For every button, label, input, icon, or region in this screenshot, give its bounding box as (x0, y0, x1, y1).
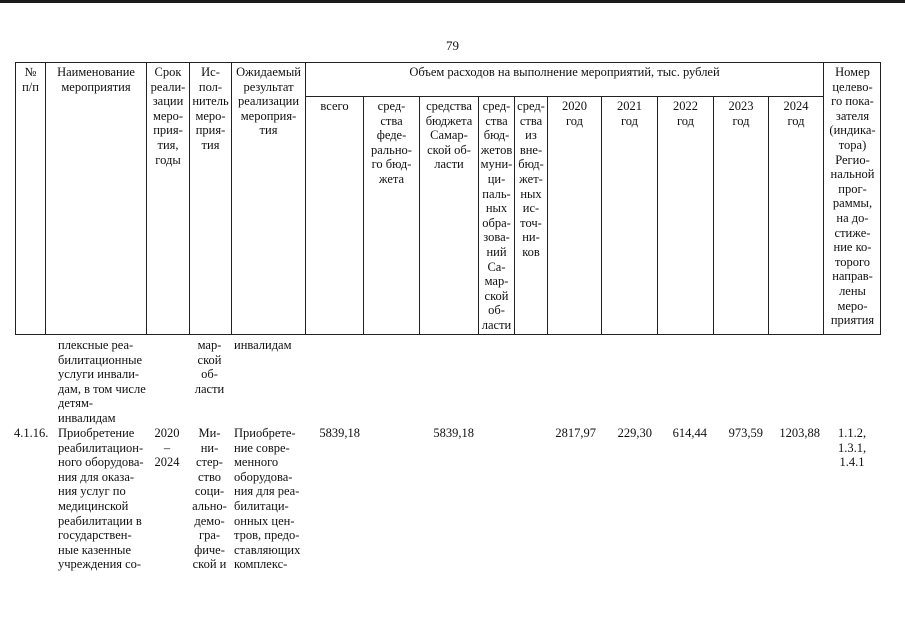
row-term: 2020 – 2024 (154, 426, 180, 470)
continuation-name: плексные реа- билитационные услуги инвали- дам, в том числе детям- инвалидам (58, 338, 146, 425)
table-header (15, 62, 881, 335)
continuation-executor: мар- ской об- ласти (194, 338, 225, 396)
row-2022: 614,44 (672, 426, 707, 440)
header-extrabudget: сред- ства из вне- бюд- жет- ных ис- точ- ни- ков (517, 99, 545, 259)
header-indicator: Номер целево- го пока- зателя (индика- тора) Регио- нальной прог- раммы, на до- стиже- ние ко- торого направ- лены меро- приятия (829, 65, 876, 328)
col-divider (657, 96, 658, 334)
col-divider (547, 96, 548, 334)
row-2023: 973,59 (728, 426, 763, 440)
header-result: Ожидаемый результат реализации мероприя- тия (236, 65, 301, 138)
col-divider (45, 63, 46, 334)
header-federal: сред- ства феде- рально- го бюд- жета (371, 99, 412, 186)
row-total: 5839,18 (319, 426, 360, 440)
header-executor: Ис- пол- нитель меро- прия- тия (192, 65, 229, 152)
header-2023: 2023 год (728, 99, 754, 128)
header-expenses-group: Объем расходов на выполнение мероприятий, тыс. рублей (409, 65, 720, 79)
header-2024: 2024 год (783, 99, 809, 128)
col-divider (768, 96, 769, 334)
group-divider (305, 96, 823, 97)
top-border-line (0, 0, 905, 3)
row-indicators: 1.1.2, 1.3.1, 1.4.1 (837, 426, 867, 470)
row-2020: 2817,97 (555, 426, 596, 440)
col-divider (601, 96, 602, 334)
row-regional: 5839,18 (433, 426, 474, 440)
header-2020: 2020 год (562, 99, 587, 128)
row-2021: 229,30 (617, 426, 652, 440)
header-regional: средства бюджета Самар- ской об- ласти (425, 99, 473, 172)
header-2021: 2021 год (617, 99, 642, 128)
header-name: Наименование мероприятия (57, 65, 135, 94)
col-divider (713, 96, 714, 334)
continuation-result: инвалидам (234, 338, 292, 352)
row-number: 4.1.16. (14, 426, 49, 440)
header-2022: 2022 год (673, 99, 698, 128)
page-number: 79 (446, 38, 459, 53)
row-2024: 1203,88 (779, 426, 820, 440)
row-name: Приобретение реабилитацион- ного оборудова- ния для оказа- ния услуг по медицинской реабилитации в государствен- ные казенные учреждения со- (58, 426, 144, 572)
header-num: № п/п (22, 65, 39, 94)
row-executor: Ми- ни- стер- ство соци- ально- демо- гра- фиче- ской и (192, 426, 227, 572)
header-municipal: сред- ства бюд- жетов муни- ци- паль- ных обра- зова- ний Са- мар- ской об- ласти (480, 99, 513, 332)
row-result: Приобрете- ние совре- менного оборудова- ния для реа- билитаци- онных цен- тров, предо- ставляющих комплекс- (234, 426, 301, 572)
header-total: всего (320, 99, 349, 113)
header-term: Срок реали- зации меро- прия- тия, годы (150, 65, 186, 167)
